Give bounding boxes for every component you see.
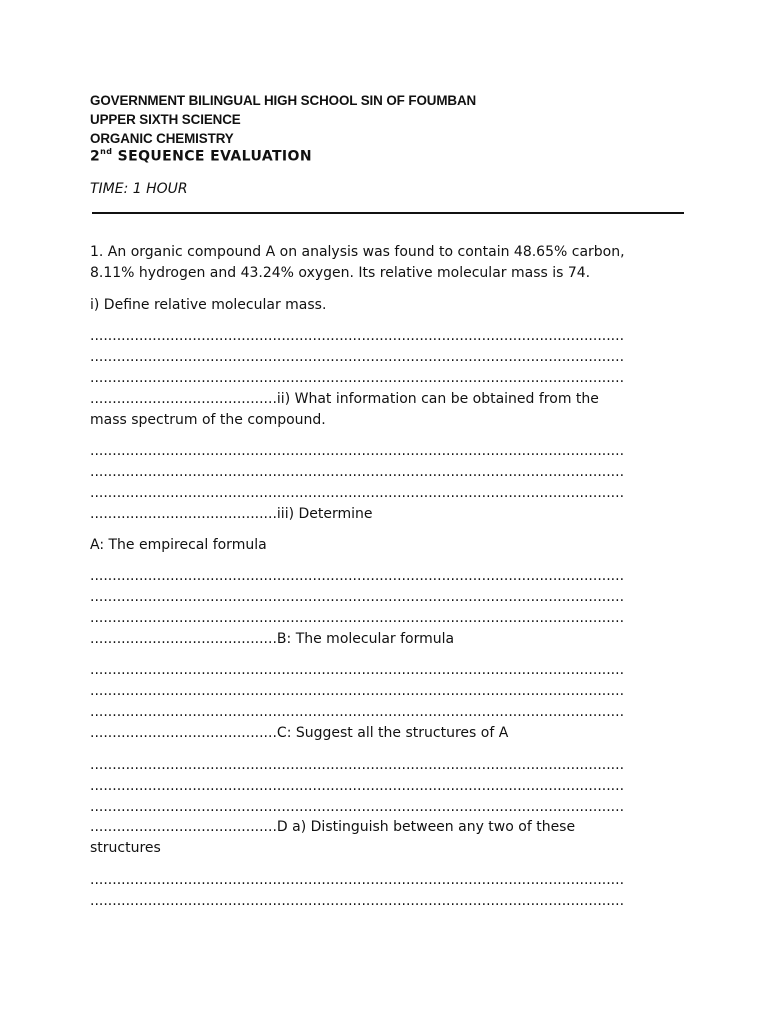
answer-line: ........................................................................................................................ — [90, 349, 625, 365]
question-1-D: ..........................................D a) Distinguish between any two of these structures — [90, 819, 576, 856]
answer-line: ........................................................................................................................ — [90, 893, 625, 909]
answer-line: ........................................................................................................................ — [90, 799, 625, 815]
answer-line: .......................................... — [90, 819, 277, 835]
answer-line: ........................................................................................................................ — [90, 872, 625, 888]
question-1-A: A: The empirecal formula — [90, 537, 267, 553]
answer-lines-i — [90, 326, 674, 389]
question-1-intro: 1. An organic compound A on analysis was found to contain 48.65% carbon, 8.11% hydrogen and 43.24% oxygen. Its relative molecular mass is 74. — [90, 244, 625, 281]
answer-line: .......................................... — [90, 506, 277, 522]
answer-line: ........................................................................................................................ — [90, 704, 625, 720]
answer-line: ........................................................................................................................ — [90, 589, 625, 605]
answer-lines-ii — [90, 441, 674, 504]
school-name: GOVERNMENT BILINGUAL HIGH SCHOOL SIN OF FOUMBAN — [90, 93, 477, 108]
answer-line: ........................................................................................................................ — [90, 662, 625, 678]
answer-lines-A — [90, 566, 674, 629]
answer-line: ........................................................................................................................ — [90, 464, 625, 480]
answer-lines-D — [90, 870, 674, 912]
exam-time: TIME: 1 HOUR — [90, 181, 188, 197]
question-1-i: i) Define relative molecular mass. — [90, 297, 327, 313]
answer-line: .......................................... — [90, 391, 277, 407]
answer-line: ........................................................................................................................ — [90, 683, 625, 699]
answer-line: ........................................................................................................................ — [90, 757, 625, 773]
header-divider — [92, 212, 684, 214]
question-1-B: ..........................................B: The molecular formula — [90, 631, 455, 647]
answer-line: ........................................................................................................................ — [90, 778, 625, 794]
subject-name: ORGANIC CHEMISTRY — [90, 131, 234, 146]
answer-lines-B — [90, 660, 674, 723]
answer-line: ........................................................................................................................ — [90, 568, 625, 584]
class-name: UPPER SIXTH SCIENCE — [90, 112, 241, 127]
answer-lines-C — [90, 755, 674, 818]
answer-line: .......................................... — [90, 631, 277, 647]
answer-line: ........................................................................................................................ — [90, 328, 625, 344]
answer-line: ........................................................................................................................ — [90, 610, 625, 626]
answer-line: ........................................................................................................................ — [90, 370, 625, 386]
sequence-title: 2nd SEQUENCE EVALUATION — [90, 147, 312, 165]
question-1-iii: ..........................................iii) Determine — [90, 506, 373, 522]
question-1-ii: ..........................................ii) What information can be obtained from the mass spectrum of the compound. — [90, 391, 599, 428]
answer-line: ........................................................................................................................ — [90, 485, 625, 501]
answer-line: ........................................................................................................................ — [90, 443, 625, 459]
answer-line: .......................................... — [90, 725, 277, 741]
question-1-C: ..........................................C: Suggest all the structures of A — [90, 725, 509, 741]
